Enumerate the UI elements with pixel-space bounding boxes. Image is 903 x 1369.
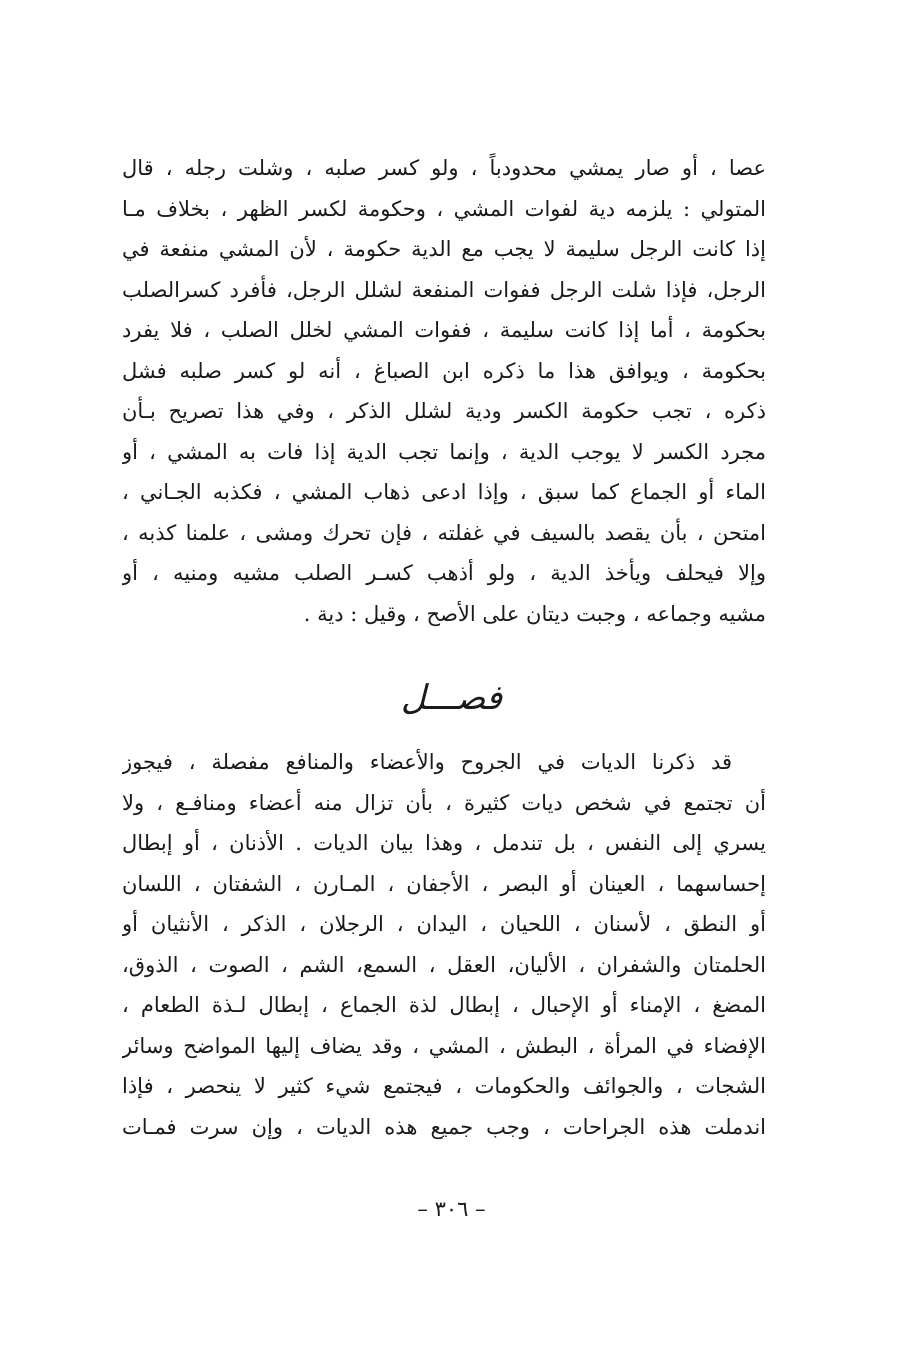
text-line: بحكومة ، أما إذا كانت سليمة ، ففوات المشي لخلل الصلب ، فلا يفرد — [122, 318, 766, 342]
text-line: مشيه وجماعه ، وجبت ديتان على الأصح ، وقيل : دية . — [303, 601, 766, 626]
text-line: عصا ، أو صار يمشي محدودباً ، ولو كسر صلبه ، وشلت رجله ، قال — [122, 156, 766, 180]
page-number: – ٣٠٦ – — [417, 1197, 486, 1221]
text-line: الإفضاء في المرأة ، البطش ، المشي ، وقد يضاف إليها المواضح وسائر — [122, 1033, 766, 1058]
text-line: يسري إلى النفس ، بل تندمل ، وهذا بيان الديات . الأذنان ، أو إبطال — [122, 831, 766, 855]
text-line: المضغ ، الإمناء أو الإحبال ، إبطال لذة الجماع ، إبطال لـذة الطعام ، — [122, 993, 766, 1017]
text-line: اندملت هذه الجراحات ، وجب جميع هذه الديات ، وإن سرت فمـات — [122, 1114, 766, 1139]
text-line: قد ذكرنا الديات في الجروح والأعضاء والمنافع مفصلة ، فيجوز — [122, 750, 732, 774]
text-line: أو النطق ، لأسنان ، اللحيان ، اليدان ، الرجلان ، الذكر ، الأنثيان أو — [122, 912, 766, 936]
text-line: الشجات ، والجوائف والحكومات ، فيجتمع شيء كثير لا ينحصر ، فإذا — [122, 1074, 766, 1098]
text-line: المتولي : يلزمه دية لفوات المشي ، وحكومة لكسر الظهر ، بخلاف مـا — [122, 196, 766, 221]
text-line: الماء أو الجماع كما سبق ، وإذا ادعى ذهاب المشي ، فكذبه الجـاني ، — [122, 480, 766, 504]
text-line: الحلمتان والشفران ، الأليان، العقل ، السمع، الشم ، الصوت ، الذوق، — [122, 952, 766, 977]
text-line: الرجل، فإذا شلت الرجل ففوات المنفعة لشلل الرجل، فأفرد كسرالصلب — [122, 277, 766, 302]
text-line: إحساسهما ، العينان أو البصر ، الأجفان ، المـارن ، الشفتان ، اللسان — [122, 871, 766, 896]
text-line: وإلا فيحلف ويأخذ الدية ، ولو أذهب كسـر الصلب مشيه ومنيه ، أو — [122, 561, 766, 585]
text-line: إذا كانت الرجل سليمة لا يجب مع الدية حكومة ، لأن المشي منفعة في — [122, 237, 766, 261]
text-line: بحكومة ، ويوافق هذا ما ذكره ابن الصباغ ، أنه لو كسر صلبه فشل — [122, 358, 766, 383]
section-heading: فصـــل — [400, 678, 503, 718]
text-line: امتحن ، بأن يقصد بالسيف في غفلته ، فإن تحرك ومشى ، علمنا كذبه ، — [122, 520, 766, 545]
paragraph-continued — [122, 148, 766, 634]
text-line: أن تجتمع في شخص ديات كثيرة ، بأن تزال منه أعضاء ومنافـع ، ولا — [122, 790, 766, 815]
paragraph-section — [122, 742, 766, 1147]
text-line: مجرد الكسر لا يوجب الدية ، وإنما تجب الدية إذا فات به المشي ، أو — [122, 439, 766, 464]
text-line: ذكره ، تجب حكومة الكسر ودية لشلل الذكر ، وفي هذا تصريح بـأن — [122, 399, 766, 423]
